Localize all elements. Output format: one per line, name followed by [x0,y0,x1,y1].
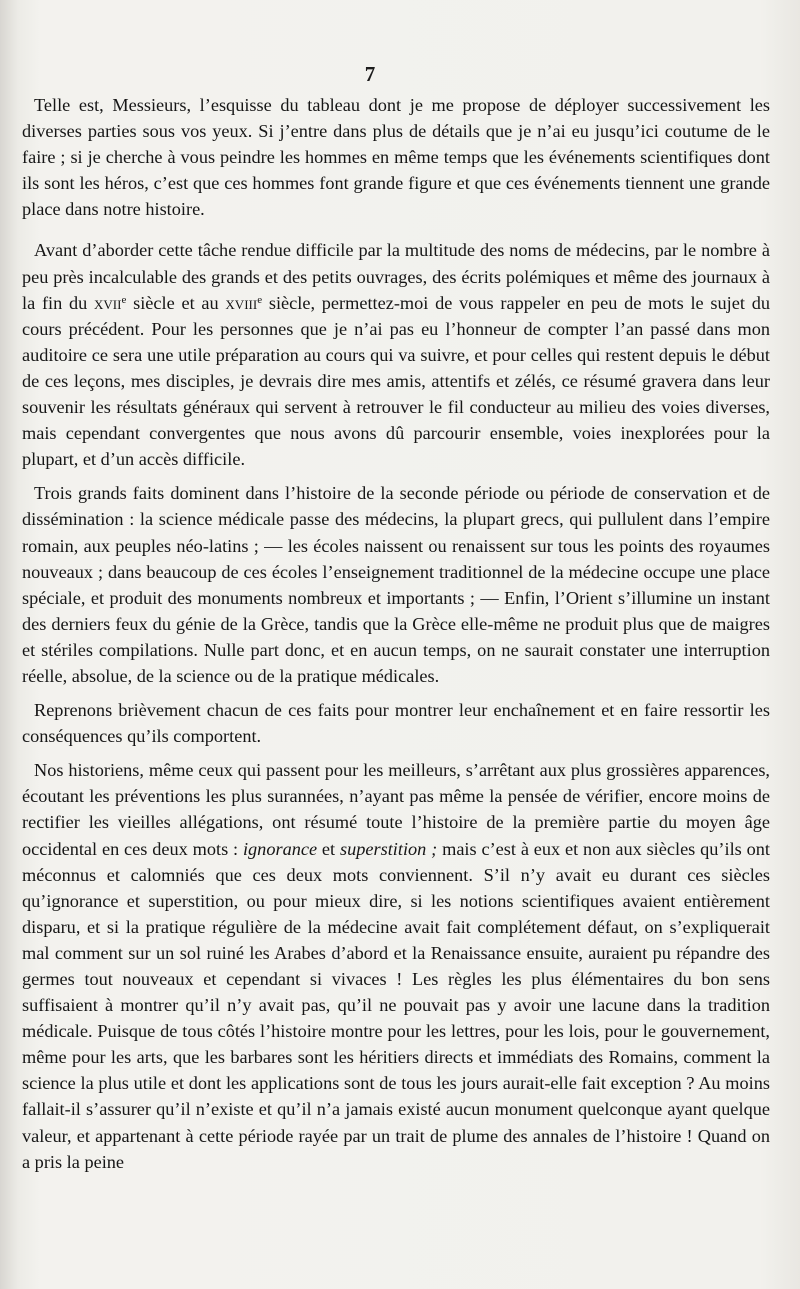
page-number: 7 [364,62,376,86]
superscript: e [257,293,263,306]
paragraph-2 [22,237,770,472]
superscript: e [121,293,127,306]
paragraph-5-part: et [317,838,340,859]
paragraph-2-part: siècle, permettez-moi de vous rappeler en peu de mots le sujet du cours précédent. Pour les personnes que je n’ai pas eu l’honneur de compter l’an passé dans mon auditoire ce sera une utile préparation au cours qui va suivre, et pour celles qui restent depuis le début de ces leçons, mes disciples, je devrais dire mes amis, attentifs et zélés, ce résumé gravera dans leur souvenir les résultats généraux qui servent à retrouver le fil conducteur au milieu des voies diverses, mais cependant convergentes que nous avons dû parcourir ensemble, voies inexplorées pour la plupart, et d’un accès difficile. [22,292,770,470]
century-numeral: xvii [94,292,122,313]
century-numeral: xviii [225,292,258,313]
italic-term: superstition ; [339,838,438,859]
paragraph-2-part: Avant d’aborder cette tâche rendue difficile par la multitude des noms de médecins, par le nombre à peu près incalculable des grands et des petits ouvrages, des écrits polémiques et même des journaux à la fin du [22,240,770,313]
paragraph-3: Trois grands faits dominent dans l’histoire de la seconde période ou période de conservation et de dissémination : la science médicale passe des médecins, la plupart grecs, qui pullulent dans l’empire romain, aux peuples néo-latins ; — les écoles naissent ou renaissent sur tous les points des royaumes nouveaux ; dans beaucoup de ces écoles l’enseignement traditionnel de la médecine occupe une place spéciale, et produit des monuments nombreux et importants ; — Enfin, l’Orient s’illumine un instant des derniers feux du génie de la Grèce, tandis que la Grèce elle-même ne produit plus que de maigres et stériles compilations. Nulle part donc, et en aucun temps, on ne saurait constater une interruption réelle, absolue, de la science ou de la pratique médicales. [22,483,770,686]
body-text [22,92,770,1175]
paragraph-2-part: siècle et au [126,292,226,313]
paragraph-5 [22,757,770,1175]
italic-term: ignorance [242,838,318,859]
paragraph-5-part: Nos historiens, même ceux qui passent pour les meilleurs, s’arrêtant aux plus grossières apparences, écoutant les préventions les plus surannées, n’ayant pas même la pensée de vérifier, encore moins de rectifier les vieilles allégations, ont résumé toute l’histoire de la première partie du moyen âge occidental en ces deux mots : [22,760,770,859]
paragraph-5-part: mais c’est à eux et non aux siècles qu’ils ont méconnus et calomniés que ces deux mots conviennent. S’il n’y avait eu durant ces siècles qu’ignorance et superstition, ou pour mieux dire, si les notions scientifiques avaient entièrement disparu, et si la pratique régulière de la médecine avait fait complétement défaut, on s’expliquerait mal comment sur un sol ruiné les Arabes d’abord et la Renaissance ensuite, auraient pu répandre des germes tout nouveaux et cependant si vivaces ! Les règles les plus élémentaires du bon sens suffisaient à montrer qu’il n’y avait pas, qu’il ne pouvait pas y avoir une lacune dans la tradition médicale. Puisque de tous côtés l’histoire montre pour les lettres, pour les lois, pour le gouvernement, même pour les arts, que les barbares sont les héritiers directs et immédiats des Romains, comment la science la plus utile et dont les applications sont de tous les jours aurait-elle fait exception ? Au moins fallait-il s’assurer qu’il n’existe et qu’il n’a jamais existé aucun monument quelconque ayant quelque valeur, et appartenant à cette période rayée par un trait de plume des annales de l’histoire ! Quand on a pris la peine [22,838,770,1172]
paragraph-4: Reprenons brièvement chacun de ces faits pour montrer leur enchaînement et en faire ressortir les conséquences qu’ils comportent. [22,700,770,747]
paragraph-1: Telle est, Messieurs, l’esquisse du tableau dont je me propose de déployer successivement les diverses parties sous vos yeux. Si j’entre dans plus de détails que je n’ai eu jusqu’ici coutume de le faire ; si je cherche à vous peindre les hommes en même temps que les événements scientifiques dont ils sont les héros, c’est que ces hommes font grande figure et que ces événements tiennent une grande place dans notre histoire. [22,95,770,220]
